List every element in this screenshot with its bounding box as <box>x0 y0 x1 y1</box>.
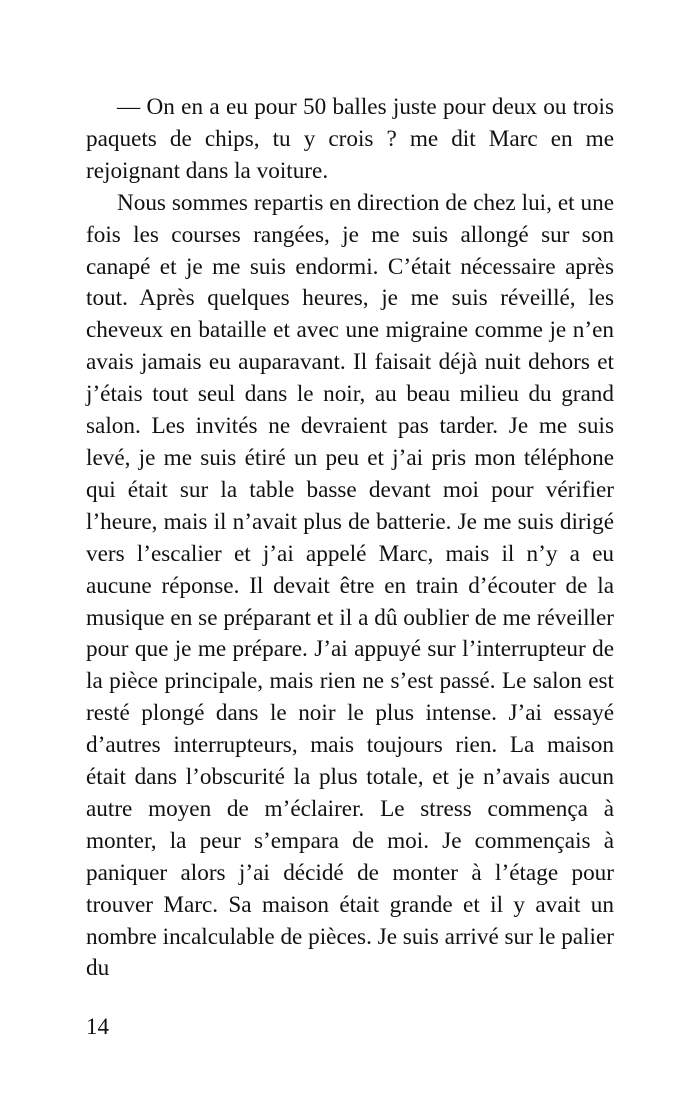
paragraph-narration: Nous sommes repartis en direction de chez lui, et une fois les courses rangées, je me suis allongé sur son canapé et je me suis endormi. C’était nécessaire après tout. Après quelques heures, je me suis réveillé, les cheveux en bataille et avec une migraine comme je n’en avais jamais eu auparavant. Il faisait déjà nuit dehors et j’étais tout seul dans le noir, au beau milieu du grand salon. Les invités ne devraient pas tarder. Je me suis levé, je me suis étiré un peu et j’ai pris mon téléphone qui était sur la table basse devant moi pour vérifier l’heure, mais il n’avait plus de batterie. Je me suis dirigé vers l’escalier et j’ai appelé Marc, mais il n’y a eu aucune réponse. Il devait être en train d’écouter de la musique en se préparant et il a dû oublier de me réveiller pour que je me prépare. J’ai appuyé sur l’interrupteur de la pièce principale, mais rien ne s’est passé. Le salon est resté plongé dans le noir le plus intense. J’ai essayé d’autres interrupteurs, mais toujours rien. La maison était dans l’obscurité la plus totale, et je n’avais aucun autre moyen de m’éclairer. Le stress commença à monter, la peur s’empara de moi. Je commençais à paniquer alors j’ai décidé de monter à l’étage pour trouver Marc. Sa maison était grande et il y avait un nombre incalculable de pièces. Je suis arrivé sur le palier du <box>86 189 614 982</box>
paragraph-dialogue: — On en a eu pour 50 balles juste pour deux ou trois paquets de chips, tu y crois ? me dit Marc en me rejoignant dans la voiture. <box>86 94 614 184</box>
body-text <box>86 92 614 985</box>
page-number: 14 <box>86 1014 109 1039</box>
